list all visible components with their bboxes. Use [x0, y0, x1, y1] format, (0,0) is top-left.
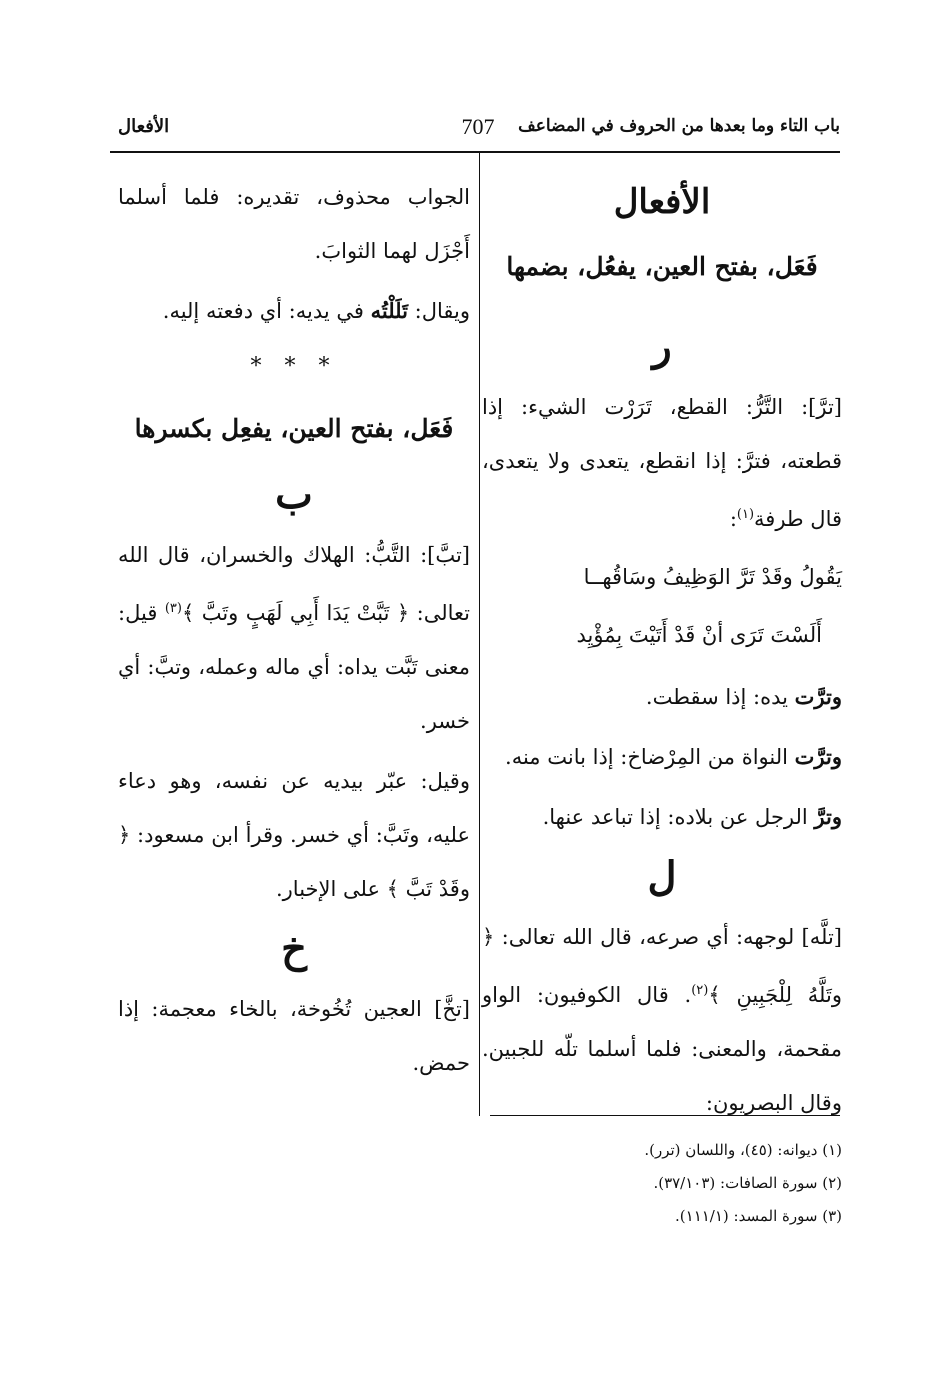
entry-tarr-end: :: [729, 507, 737, 531]
entry-tabb-2: وقيل: عبّر بيديه عن نفسه، وهو دعاء عليه، وتَبَّ: أي خسر. وقرأ ابن مسعود: ﴿ وقَدْ تَبَّ ﴾ على الإخبار.: [118, 769, 470, 901]
page-number: 707: [461, 114, 495, 139]
left-column: [118, 170, 470, 1090]
running-header-chapter: باب التاء وما بعدها من الحروف في المضاعف: [518, 116, 840, 136]
footnote-2: (٢) سورة الصافات: (٣٧/١٠٣).: [653, 1174, 842, 1192]
entry-tarr-rajul: [482, 790, 842, 844]
letter-heading-r: ر: [652, 323, 672, 370]
verse-line-1: يَقُولُ وقَدْ تَرَّ الوَظِيفُ وسَاقُهــا: [583, 565, 842, 589]
footnotes: [462, 1134, 842, 1233]
entry-text: ويقال:: [407, 299, 470, 323]
pattern-heading-2: فَعَل، بفتح العين، يفعِل بكسرها: [134, 414, 454, 443]
keyword: وترَّت: [794, 684, 842, 709]
letter-heading-b: ب: [275, 471, 313, 518]
footnote-ref-1: (١): [736, 507, 755, 522]
entry-tarr: [482, 380, 842, 546]
footnote-3: (٣) سورة المسد: (١١١/١).: [675, 1207, 842, 1225]
entry-tarr-text: [ترَّ]: التَّرُّ: القطع، تَرَرْت الشيء: إذا قطعته، فترَّ: إذا انقطع، يتعدى ولا يتعدى، قال طرفة: [482, 395, 842, 531]
entry-tall-text: [تلَّه] لوجهه: أي صرعه، قال الله تعالى: ﴿ وتَلَّهُ لِلْجَبِينِ ﴾: [482, 925, 842, 1007]
entry-tarrat-nawat: [482, 730, 842, 784]
entry-tabb-end: قيل: معنى تَبَّت يداه: أي ماله وعمله، وتبَّ: أي خسر.: [118, 601, 470, 733]
entry-continuation: الجواب محذوف، تقديره: فلما أسلما أَجْزَل لهما الثوابَ.: [118, 185, 470, 263]
keyword: وترَّ: [814, 804, 842, 829]
entry-text: يده: إذا سقطت.: [645, 685, 795, 709]
footnote-ref-2: (٢): [691, 983, 709, 998]
entry-tall-end: . قال الكوفيون: الواو مقحمة، والمعنى: فلما أسلما تلّه للجبين. وقال البصريون:: [482, 983, 842, 1115]
pattern-heading-1: فَعَل، بفتح العين، يفعُل، بضمها: [506, 252, 818, 281]
section-title: الأفعال: [613, 182, 711, 222]
section-separator: * * *: [250, 354, 338, 379]
header-rule: [110, 151, 840, 153]
verse-line-2: أَلَسْتَ تَرَى أنْ قَدْ أَتَيْتَ بِمُؤْيِد: [576, 623, 822, 647]
footnote-ref-3: (٣): [164, 601, 182, 616]
letter-heading-l: ل: [647, 853, 677, 900]
entry-text: الرجل عن بلاده: إذا تباعد عنها.: [542, 805, 815, 829]
column-divider: [479, 152, 480, 1116]
entry-text: في يديه: أي دفعته إليه.: [162, 299, 371, 323]
entry-takhkh: [تخَّ] العجين تُخُوخة، بالخاء معجمة: إذا حمض.: [118, 997, 470, 1075]
entry-tarrat-yad: [482, 670, 842, 724]
entry-talaltuh: [118, 284, 470, 338]
entry-tall: [482, 910, 842, 1130]
keyword: وترَّت: [794, 744, 842, 769]
running-header-section: الأفعال: [118, 116, 170, 137]
footnote-1: (١) ديوانه: (٤٥)، واللسان (ترر).: [644, 1141, 842, 1159]
letter-heading-kh: خ: [281, 925, 307, 972]
entry-tabb: [118, 528, 470, 748]
footnote-rule: [490, 1115, 840, 1116]
right-column: [482, 170, 842, 1130]
entry-tabb-text: [تبَّ]: التَّبُّ: الهلاك والخسران، قال الله تعالى: ﴿ تَبَّتْ يَدَا أَبِي لَهَبٍ وتَبَّ ﴾: [118, 543, 471, 625]
entry-text: النواة من المِرْضاخ: إذا بانت منه.: [505, 745, 795, 769]
keyword: تَلَلْتُه: [370, 298, 408, 323]
